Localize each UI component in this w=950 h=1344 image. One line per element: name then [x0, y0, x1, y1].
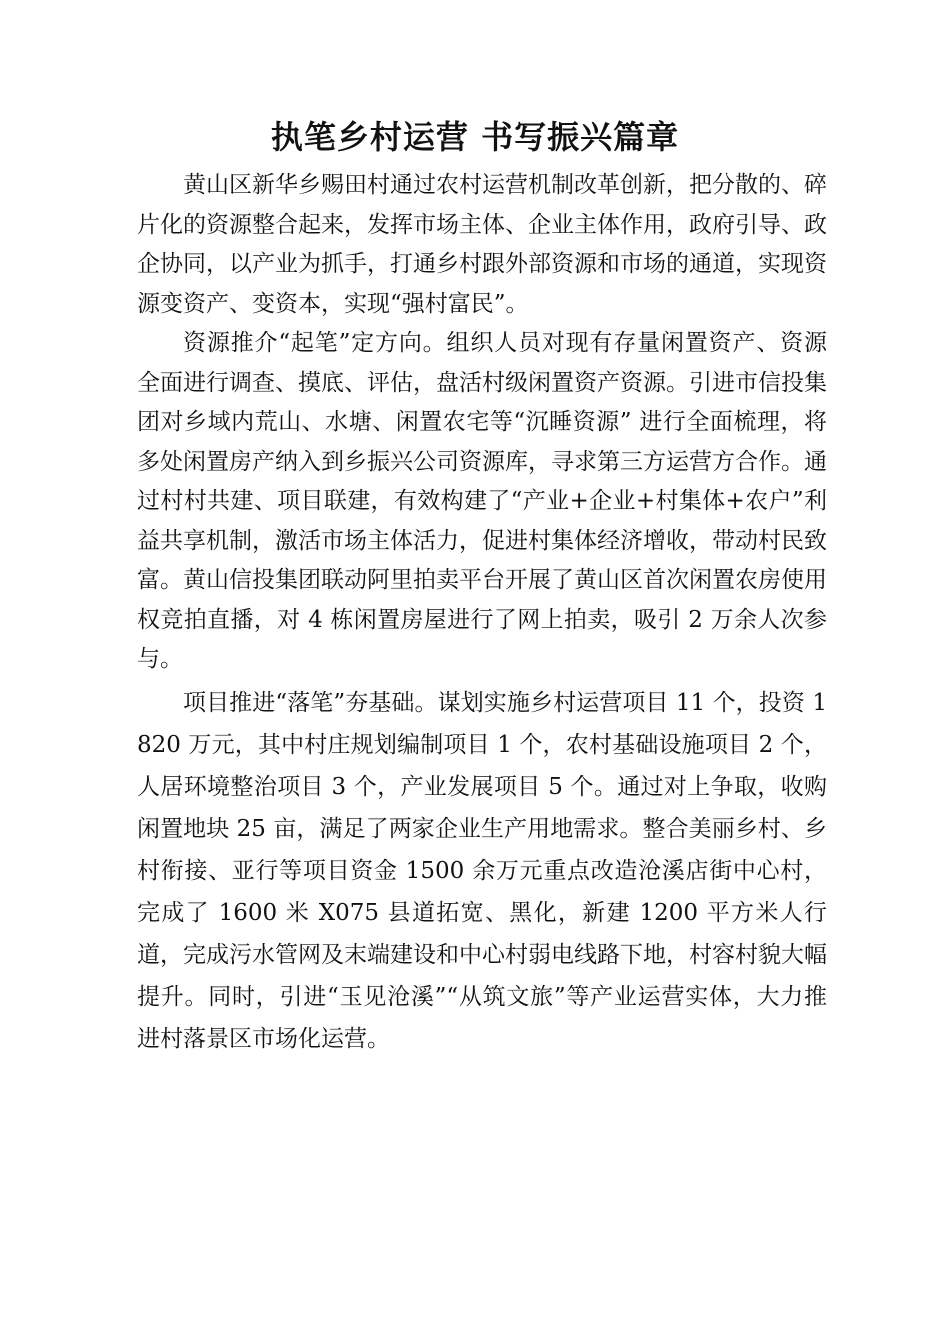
paragraph-resource-promotion: 资源推介“起笔”定方向。组织人员对现有存量闲置资产、资源全面进行调查、摸底、评估，盘活村级闲置资产资源。引进市信投集团对乡域内荒山、水塘、闲置农宅等“沉睡资源” 进行全面梳理，将多处闲置房产纳入到乡振兴公司资源库，寻求第三方运营方合作。通过村村共建、项目联建，有效构建了“产业+企业+村集体+农户”利益共享机制，激活市场主体活力，促进村集体经济增收，带动村民致富。黄山信投集团联动阿里拍卖平台开展了黄山区首次闲置农房使用权竞拍直播，对 4 栋闲置房屋进行了网上拍卖，吸引 2 万余人次参与。 [137, 330, 827, 672]
paragraph-intro: 黄山区新华乡赐田村通过农村运营机制改革创新，把分散的、碎片化的资源整合起来，发挥市场主体、企业主体作用，政府引导、政企协同，以产业为抓手，打通乡村跟外部资源和市场的通道，实现资源变资产、变资本，实现“强村富民”。 [137, 172, 827, 317]
document-body [137, 166, 827, 1060]
document-title: 执笔乡村运营 书写振兴篇章 [270, 118, 680, 156]
paragraph-project-advancement: 项目推进“落笔”夯基础。谋划实施乡村运营项目 11 个，投资 1820 万元，其中村庄规划编制项目 1 个，农村基础设施项目 2 个，人居环境整治项目 3 个，产业发展项目 5 个。通过对上争取，收购闲置地块 25 亩，满足了两家企业生产用地需求。整合美丽乡村、乡村衔接、亚行等项目资金 1500 余万元重点改造沧溪店街中心村，完成了 1600 米 X075 县道拓宽、黑化，新建 1200 平方米人行道，完成污水管网及末端建设和中心村弱电线路下地，村容村貌大幅提升。同时，引进“玉见沧溪”“从筑文旅”等产业运营实体，大力推进村落景区市场化运营。 [137, 689, 827, 1052]
